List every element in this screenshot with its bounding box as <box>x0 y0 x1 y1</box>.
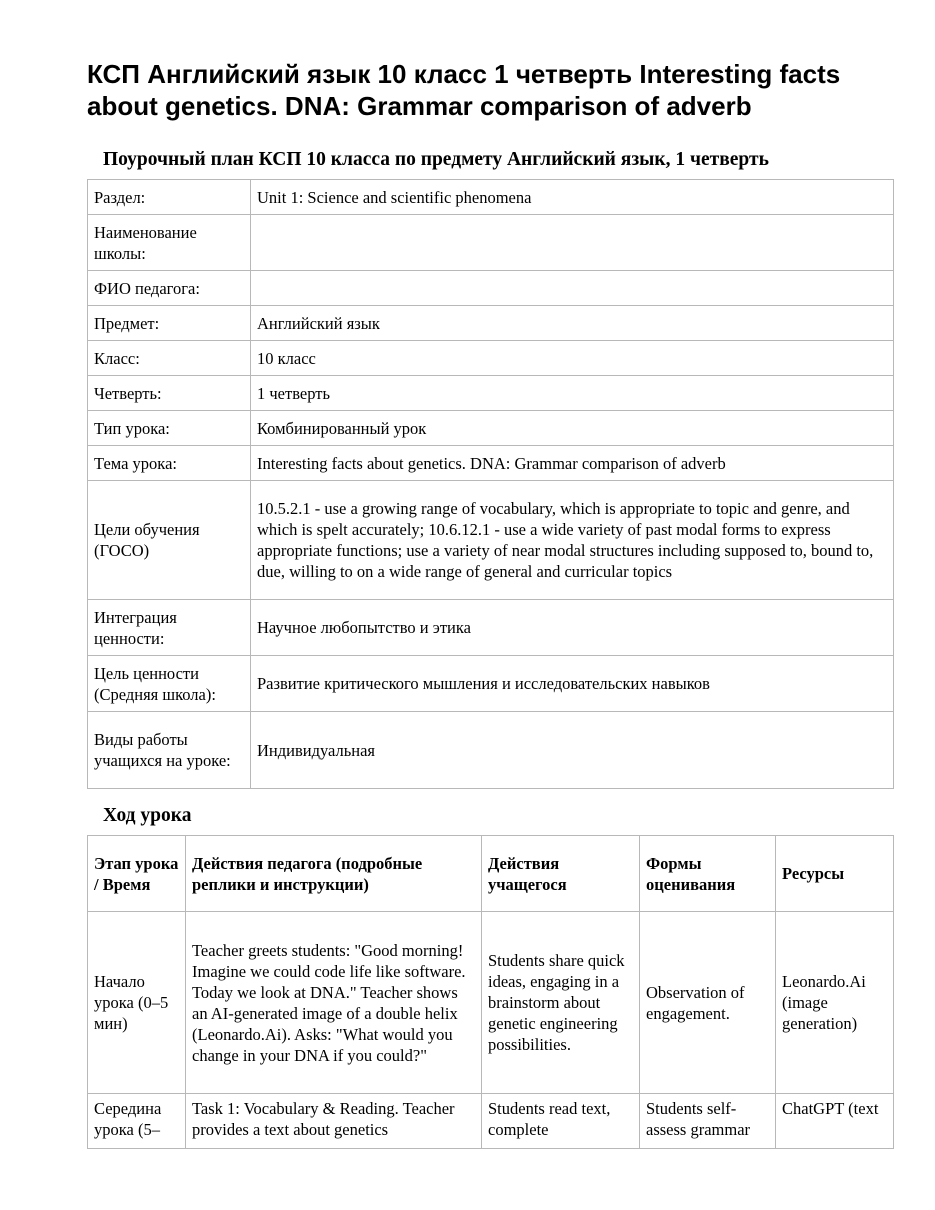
teacher-actions-cell: Task 1: Vocabulary & Reading. Teacher provides a text about genetics <box>192 1099 455 1139</box>
assessment-cell: Observation of engagement. <box>640 912 776 1094</box>
info-value-objectives: 10.5.2.1 - use a growing range of vocabulary, which is appropriate to topic and genre, and which is spelt accurately; 10.6.12.1 - use a wide variety of past modal forms to express appropriate functions; use a variety of near modal structures including supposed to, bound to, due, willing to on a wide range of general and curricular topics <box>251 481 894 600</box>
table-row <box>88 376 894 411</box>
table-row <box>88 411 894 446</box>
header-teacher-actions: Действия педагога (подробные реплики и инструкции) <box>186 836 482 912</box>
teacher-actions-cell: Teacher greets students: "Good morning! Imagine we could code life like software. Today we look at DNA." Teacher shows an AI-generated image of a double helix (Leonardo.Ai). Asks: "What would you change in your DNA if you could?" <box>186 912 482 1094</box>
table-header-row <box>88 836 894 912</box>
info-label-school: Наименование школы: <box>88 215 251 271</box>
info-label-grade: Класс: <box>88 341 251 376</box>
info-value-quarter: 1 четверть <box>251 376 894 411</box>
table-row <box>88 446 894 481</box>
stage-cell: Начало урока (0–5 мин) <box>88 912 186 1094</box>
info-value-values: Научное любопытство и этика <box>251 600 894 656</box>
table-row <box>88 481 894 600</box>
table-row <box>88 912 894 1094</box>
info-value-grade: 10 класс <box>251 341 894 376</box>
info-value-subject: Английский язык <box>251 306 894 341</box>
info-label-values: Интеграция ценности: <box>88 600 251 656</box>
lesson-info-table <box>87 179 894 789</box>
resources-cell: Leonardo.Ai (image generation) <box>776 912 894 1094</box>
header-stage: Этап урока / Время <box>88 836 186 912</box>
assessment-cell: Students self-assess grammar <box>646 1099 751 1139</box>
info-value-school <box>251 215 894 271</box>
resources-cell: ChatGPT (text <box>782 1099 879 1118</box>
info-value-lesson-type: Комбинированный урок <box>251 411 894 446</box>
student-actions-cell-wrap <box>482 1094 640 1149</box>
table-row <box>88 271 894 306</box>
lesson-flow-table <box>87 835 894 1149</box>
info-value-work-types: Индивидуальная <box>251 712 894 789</box>
info-label-teacher: ФИО педагога: <box>88 271 251 306</box>
info-label-section: Раздел: <box>88 180 251 215</box>
info-value-teacher <box>251 271 894 306</box>
info-label-work-types: Виды работы учащихся на уроке: <box>88 712 251 789</box>
table-row <box>88 306 894 341</box>
table-row <box>88 712 894 789</box>
table-row <box>88 180 894 215</box>
document-title: КСП Английский язык 10 класс 1 четверть Interesting facts about genetics. DNA: Grammar comparison of adverb <box>87 59 841 121</box>
student-actions-cell: Students read text, complete <box>488 1099 611 1139</box>
info-label-lesson-type: Тип урока: <box>88 411 251 446</box>
info-label-value-goal: Цель ценности (Средняя школа): <box>88 656 251 712</box>
table-row <box>88 341 894 376</box>
table-row <box>88 215 894 271</box>
assessment-cell-wrap <box>640 1094 776 1149</box>
info-label-quarter: Четверть: <box>88 376 251 411</box>
info-value-topic: Interesting facts about genetics. DNA: Grammar comparison of adverb <box>251 446 894 481</box>
stage-cell-wrap <box>88 1094 186 1149</box>
table-row <box>88 1094 894 1149</box>
stage-cell: Середина урока (5– <box>94 1099 162 1139</box>
info-label-subject: Предмет: <box>88 306 251 341</box>
lesson-plan-heading: Поурочный план КСП 10 класса по предмету Английский язык, 1 четверть <box>103 149 769 170</box>
info-label-objectives: Цели обучения (ГОСО) <box>88 481 251 600</box>
table-row <box>88 656 894 712</box>
info-value-value-goal: Развитие критического мышления и исследовательских навыков <box>251 656 894 712</box>
table-row <box>88 600 894 656</box>
header-resources: Ресурсы <box>776 836 894 912</box>
lesson-flow-heading: Ход урока <box>103 805 192 826</box>
info-label-topic: Тема урока: <box>88 446 251 481</box>
header-assessment: Формы оценивания <box>640 836 776 912</box>
header-student-actions: Действия учащегося <box>482 836 640 912</box>
resources-cell-wrap <box>776 1094 894 1149</box>
teacher-actions-cell-wrap <box>186 1094 482 1149</box>
student-actions-cell: Students share quick ideas, engaging in a brainstorm about genetic engineering possibilities. <box>482 912 640 1094</box>
info-value-section: Unit 1: Science and scientific phenomena <box>251 180 894 215</box>
